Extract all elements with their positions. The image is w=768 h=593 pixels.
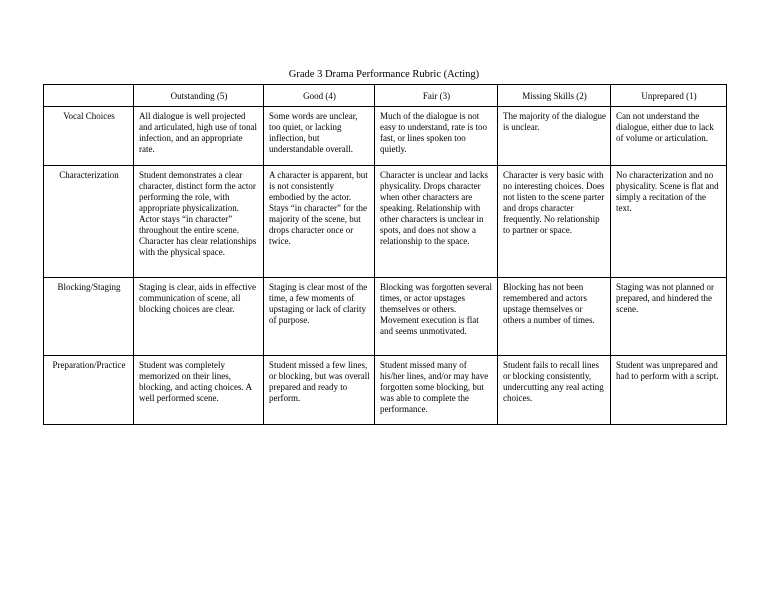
cell-outstanding: All dialogue is well projected and articulated, high use of tonal infection, and an appropriate rate.	[134, 107, 264, 166]
cell-missing-skills: Blocking has not been remembered and actors upstage themselves or others a number of times.	[498, 278, 611, 356]
row-preparation-practice	[44, 356, 727, 425]
header-corner	[44, 85, 134, 107]
cell-good: Staging is clear most of the time, a few moments of upstaging or lack of clarity of purpose.	[264, 278, 375, 356]
cell-missing-skills: Character is very basic with no interesting choices. Does not listen to the scene parter and drops character frequently. No relationship to partner or space.	[498, 166, 611, 278]
cell-unprepared: Can not understand the dialogue, either due to lack of volume or articulation.	[611, 107, 727, 166]
header-row	[44, 85, 727, 107]
header-good: Good (4)	[264, 85, 375, 107]
cell-unprepared: Student was unprepared and had to perform with a script.	[611, 356, 727, 425]
cell-outstanding: Student was completely memorized on their lines, blocking, and acting choices. A well performed scene.	[134, 356, 264, 425]
cell-fair: Blocking was forgotten several times, or actor upstages themselves or others. Movement execution is flat and seems unmotivated.	[375, 278, 498, 356]
row-blocking-staging	[44, 278, 727, 356]
cell-unprepared: Staging was not planned or prepared, and hindered the scene.	[611, 278, 727, 356]
row-characterization	[44, 166, 727, 278]
cell-fair: Student missed many of his/her lines, and/or may have forgotten some blocking, but was able to complete the performance.	[375, 356, 498, 425]
cell-outstanding: Student demonstrates a clear character, distinct form the actor performing the role, with appropriate physicalization. Actor stays “in character” throughout the entire scene. Character has clear relationships with the physical space.	[134, 166, 264, 278]
header-missing-skills: Missing Skills (2)	[498, 85, 611, 107]
page-title: Grade 3 Drama Performance Rubric (Acting)	[288, 69, 480, 80]
cell-outstanding: Staging is clear, aids in effective communication of scene, all blocking choices are clear.	[134, 278, 264, 356]
cell-good: Some words are unclear, too quiet, or lacking inflection, but understandable overall.	[264, 107, 375, 166]
row-label: Vocal Choices	[44, 107, 134, 166]
cell-good: A character is apparent, but is not consistently embodied by the actor. Stays “in character” for the majority of the scene, but drops character once or twice.	[264, 166, 375, 278]
rubric-table	[43, 84, 727, 425]
header-fair: Fair (3)	[375, 85, 498, 107]
cell-fair: Character is unclear and lacks physicality. Drops character when other characters are speaking. Relationship with other characters is unclear in spots, and does not show a relationship to the space.	[375, 166, 498, 278]
row-label: Preparation/Practice	[44, 356, 134, 425]
header-unprepared: Unprepared (1)	[611, 85, 727, 107]
cell-unprepared: No characterization and no physicality. Scene is flat and simply a recitation of the text.	[611, 166, 727, 278]
cell-good: Student missed a few lines, or blocking, but was overall prepared and ready to perform.	[264, 356, 375, 425]
row-label: Characterization	[44, 166, 134, 278]
cell-fair: Much of the dialogue is not easy to understand, rate is too fast, or lines spoken too quietly.	[375, 107, 498, 166]
cell-missing-skills: The majority of the dialogue is unclear.	[498, 107, 611, 166]
header-outstanding: Outstanding (5)	[134, 85, 264, 107]
row-label: Blocking/Staging	[44, 278, 134, 356]
cell-missing-skills: Student fails to recall lines or blocking consistently, undercutting any real acting choices.	[498, 356, 611, 425]
row-vocal-choices	[44, 107, 727, 166]
